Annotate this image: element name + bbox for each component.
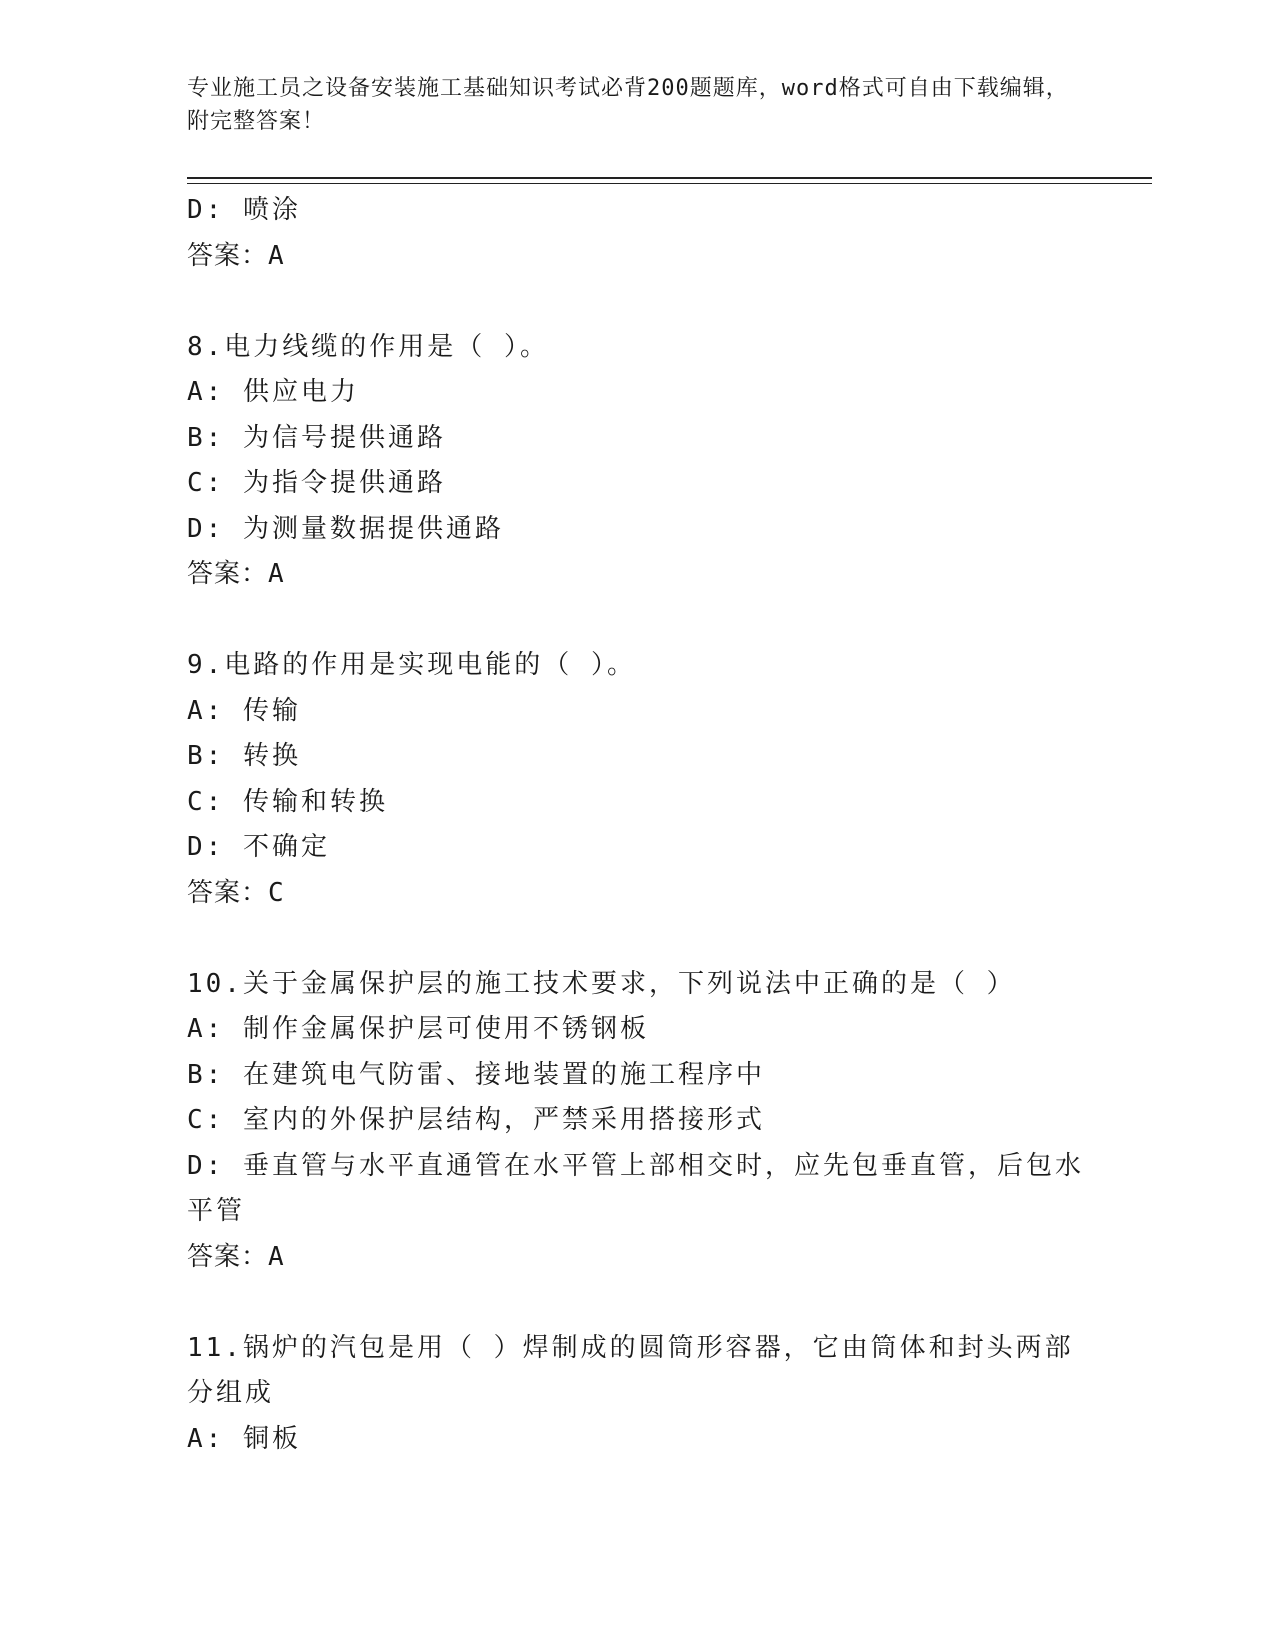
option-b: B: 转换	[187, 741, 301, 771]
answer-line	[187, 871, 1087, 917]
answer-label: 答案：	[187, 559, 269, 589]
question-stem: 10.关于金属保护层的施工技术要求，下列说法中正确的是（ ）	[187, 968, 1016, 999]
option-d: D: 垂直管与水平直通管在水平管上部相交时，应先包垂直管，后包水平管	[187, 1150, 1084, 1226]
option-c: C: 为指令提供通路	[187, 468, 446, 498]
question-stem: 9.电路的作用是实现电能的（ ）。	[187, 650, 636, 680]
question-stem: 11.锅炉的汽包是用（ ）焊制成的圆筒形容器，它由筒体和封头两部分组成	[187, 1332, 1074, 1408]
answer-label: 答案：	[187, 240, 269, 271]
option-a: A: 供应电力	[187, 377, 359, 407]
question-list	[187, 188, 1087, 1462]
answer-line	[187, 234, 1087, 280]
option-a: A: 制作金属保护层可使用不锈钢板	[187, 1014, 649, 1044]
answer-line	[187, 552, 1087, 598]
option-c: C: 室内的外保护层结构，严禁采用搭接形式	[187, 1105, 765, 1135]
question-stem: 8.电力线缆的作用是（ ）。	[187, 331, 549, 362]
header-divider	[187, 177, 1152, 179]
answer-line	[187, 1235, 1087, 1281]
answer-label: 答案：	[187, 877, 269, 908]
option-d: D: 喷涂	[187, 195, 301, 225]
option-b: B: 在建筑电气防雷、接地装置的施工程序中	[187, 1059, 765, 1090]
option-d: D: 为测量数据提供通路	[187, 513, 504, 544]
header-divider-thin	[187, 183, 1152, 184]
answer-value: A	[268, 240, 285, 271]
option-b: B: 为信号提供通路	[187, 422, 446, 453]
answer-value: A	[268, 559, 285, 589]
option-a: A: 传输	[187, 695, 301, 726]
answer-value: C	[268, 877, 285, 908]
document-header: 专业施工员之设备安装施工基础知识考试必背200题题库，word格式可自由下载编辑，附完整答案！	[187, 76, 1069, 134]
option-a: A: 铜板	[187, 1423, 301, 1454]
answer-label: 答案：	[187, 1241, 269, 1272]
answer-value: A	[268, 1241, 285, 1272]
option-c: C: 传输和转换	[187, 786, 388, 817]
option-d: D: 不确定	[187, 832, 330, 862]
